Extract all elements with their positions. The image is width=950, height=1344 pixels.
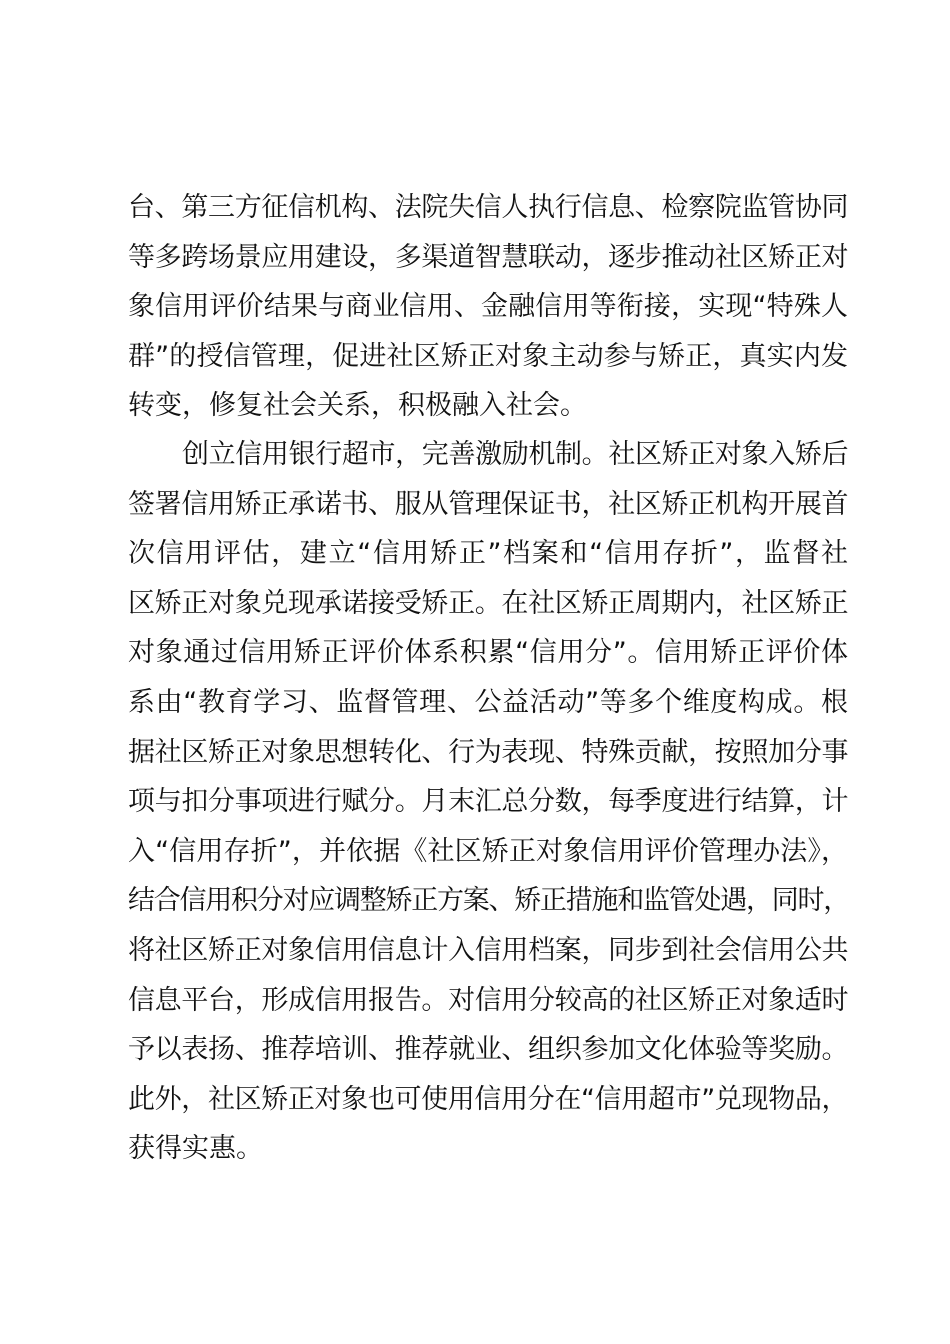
paragraph-2-line: 系由“教育学习、监督管理、公益活动”等多个维度构成。根 bbox=[128, 686, 848, 718]
paragraph-2-line: 项与扣分事项进行赋分。月末汇总分数，每季度进行结算，计 bbox=[128, 786, 848, 818]
paragraph-2-line: 结合信用积分对应调整矫正方案、矫正措施和监管处遇，同时， bbox=[128, 885, 849, 917]
paragraph-1-line: 群”的授信管理，促进社区矫正对象主动参与矫正，真实内发 bbox=[128, 340, 848, 372]
paragraph-2 bbox=[128, 430, 848, 1174]
paragraph-2-line: 创立信用银行超市，完善激励机制。社区矫正对象入矫后 bbox=[182, 439, 848, 470]
paragraph-2-line: 次信用评估，建立“信用矫正”档案和“信用存折”，监督社 bbox=[128, 538, 848, 570]
paragraph-1-line: 象信用评价结果与商业信用、金融信用等衔接，实现“特殊人 bbox=[128, 291, 848, 323]
paragraph-2-line: 信息平台，形成信用报告。对信用分较高的社区矫正对象适时 bbox=[128, 984, 848, 1016]
paragraph-2-line: 对象通过信用矫正评价体系积累“信用分”。信用矫正评价体 bbox=[128, 637, 848, 669]
paragraph-2-line: 据社区矫正对象思想转化、行为表现、特殊贡献，按照加分事 bbox=[128, 736, 848, 768]
paragraph-2-line: 此外，社区矫正对象也可使用信用分在“信用超市”兑现物品， bbox=[128, 1083, 848, 1115]
paragraph-2-line: 签署信用矫正承诺书、服从管理保证书，社区矫正机构开展首 bbox=[128, 488, 848, 520]
paragraph-1-line: 等多跨场景应用建设，多渠道智慧联动，逐步推动社区矫正对 bbox=[128, 241, 848, 273]
paragraph-2-line: 将社区矫正对象信用信息计入信用档案，同步到社会信用公共 bbox=[128, 934, 848, 966]
paragraph-2-line: 区矫正对象兑现承诺接受矫正。在社区矫正周期内，社区矫正 bbox=[128, 587, 848, 619]
paragraph-2-line: 获得实惠。 bbox=[128, 1133, 263, 1165]
paragraph-2-line: 入“信用存折”，并依据《社区矫正对象信用评价管理办法》， bbox=[128, 835, 848, 867]
paragraph-1 bbox=[128, 183, 848, 431]
paragraph-1-line: 台、第三方征信机构、法院失信人执行信息、检察院监管协同 bbox=[128, 192, 848, 223]
paragraph-1-line: 转变，修复社会关系，积极融入社会。 bbox=[128, 390, 587, 422]
paragraph-2-line: 予以表扬、推荐培训、推荐就业、组织参加文化体验等奖励。 bbox=[128, 1034, 848, 1066]
